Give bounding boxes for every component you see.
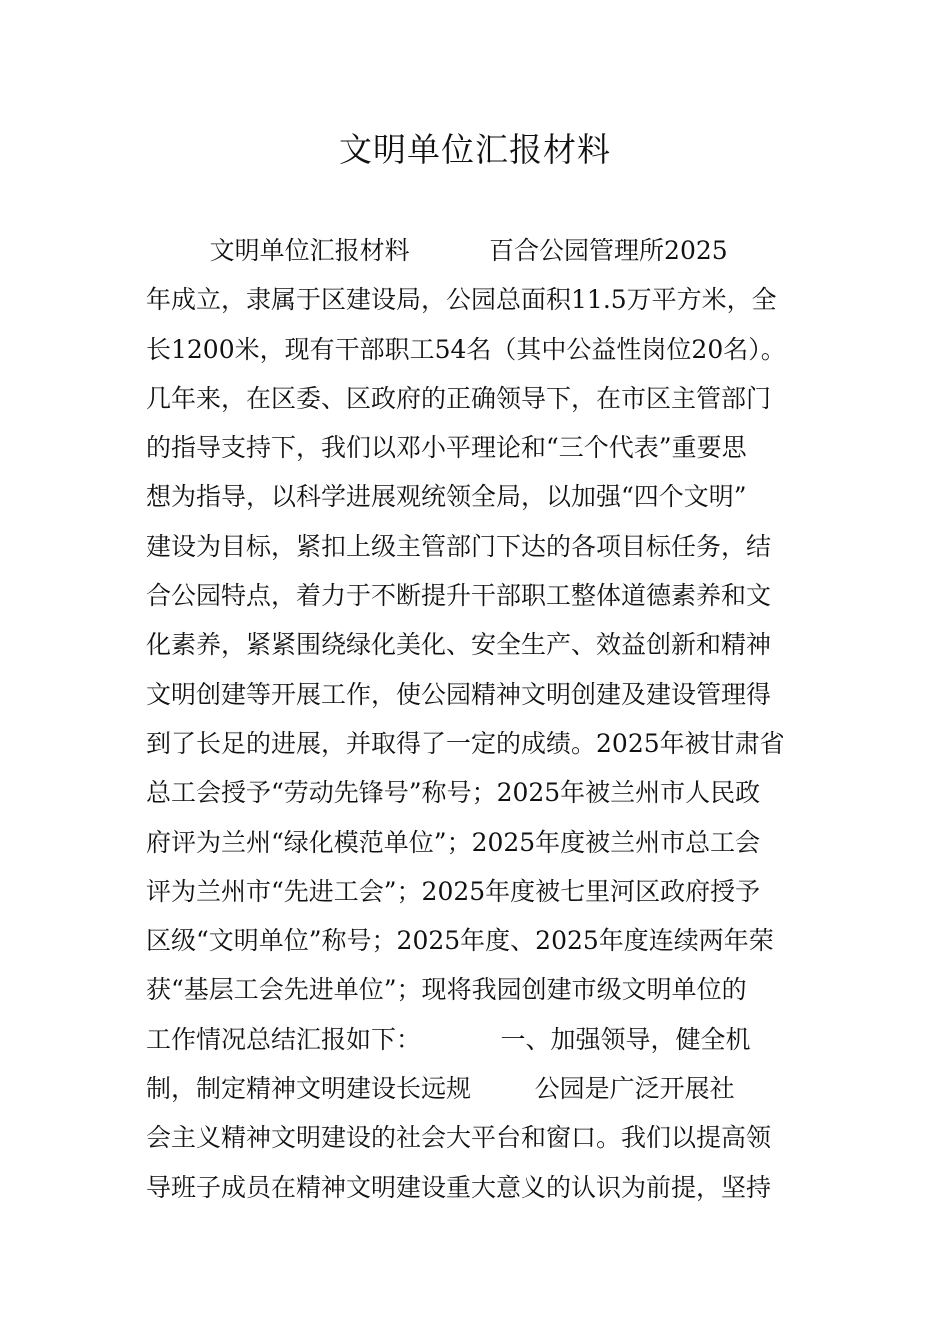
body-line: 的指导支持下，我们以邓小平理论和“三个代表”重要思: [146, 433, 747, 463]
body-line: 导班子成员在精神文明建设重大意义的认识为前提，坚持: [146, 1172, 772, 1202]
body-line: 评为兰州市“先进工会”；2025年度被七里河区政府授予: [146, 876, 761, 906]
body-line: 年成立，隶属于区建设局，公园总面积11.5万平方米，全: [146, 285, 777, 315]
body-line: 几年来，在区委、区政府的正确领导下，在市区主管部门: [146, 383, 772, 413]
body-line: 到了长足的进展，并取得了一定的成绩。2025年被甘肃省: [146, 728, 785, 758]
body-line: 会主义精神文明建设的社会大平台和窗口。我们以提高领: [146, 1123, 772, 1153]
body-line: 府评为兰州“绿化模范单位”；2025年度被兰州市总工会: [146, 827, 761, 857]
body-line: 工作情况总结汇报如下： 一、加强领导，健全机: [146, 1024, 751, 1054]
body-line: 总工会授予“劳动先锋号”称号；2025年被兰州市人民政: [146, 778, 761, 808]
document-body: [146, 226, 806, 1212]
document-title: 文明单位汇报材料: [339, 130, 611, 169]
body-line: 文明创建等开展工作，使公园精神文明创建及建设管理得: [146, 679, 772, 709]
body-line: 合公园特点，着力于不断提升干部职工整体道德素养和文: [146, 581, 772, 611]
body-line: 长1200米，现有干部职工54名（其中公益性岗位20名）。: [146, 334, 786, 364]
body-line: 文明单位汇报材料 百合公园管理所2025: [146, 236, 728, 265]
body-line: 想为指导，以科学进展观统领全局，以加强“四个文明”: [146, 482, 747, 512]
body-line: 获“基层工会先进单位”；现将我园创建市级文明单位的: [146, 975, 747, 1005]
body-line: 化素养，紧紧围绕绿化美化、安全生产、效益创新和精神: [146, 630, 772, 660]
body-line: 建设为目标，紧扣上级主管部门下达的各项目标任务，结: [146, 531, 772, 561]
body-line: 制，制定精神文明建设长远规 公园是广泛开展社: [146, 1074, 735, 1104]
body-line: 区级“文明单位”称号；2025年度、2025年度连续两年荣: [146, 926, 774, 956]
